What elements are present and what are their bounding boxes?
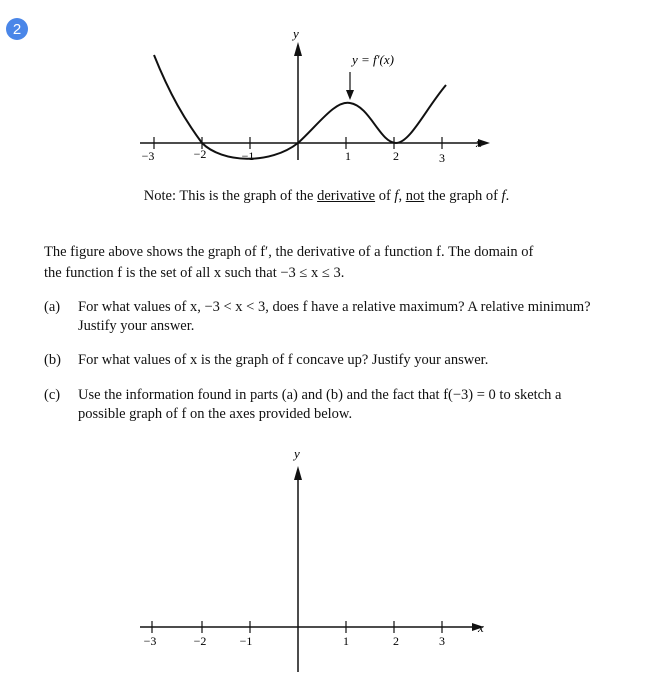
label-pointer-arrow [346, 90, 354, 100]
tick-label: −3 [143, 634, 157, 648]
tick-label: 1 [345, 149, 351, 163]
part-a-label: (a) [44, 299, 61, 315]
y-axis-arrow [294, 42, 302, 56]
y-axis-label: y [294, 446, 300, 461]
tick-label: 2 [393, 149, 399, 163]
part-a-text: For what values of x, −3 < x < 3, does f have a relative maximum? A relative minimum? Justify your answer. [78, 299, 591, 334]
tick-label: −2 [193, 147, 207, 161]
x-axis-label: x [476, 135, 482, 150]
part-c-text: Use the information found in parts (a) and (b) and the fact that f(−3) = 0 to sketch a possible graph of f on the axes provided below. [78, 387, 562, 422]
question-number-badge: 2 [6, 18, 28, 40]
derivative-graph [0, 0, 653, 185]
problem-line-1: The figure above shows the graph of f′, the derivative of a function f. The domain of [44, 244, 534, 260]
tick-label: 2 [393, 634, 399, 648]
tick-label: −1 [241, 149, 255, 163]
part-b-label: (b) [44, 352, 61, 368]
tick-label: 3 [439, 151, 445, 165]
blank-axes-graph [0, 440, 653, 700]
tick-label: 1 [343, 634, 349, 648]
tick-label: −3 [141, 149, 155, 163]
tick-label: −2 [193, 634, 207, 648]
curve-label: y = f′(x) [352, 52, 394, 67]
part-b-text: For what values of x is the graph of f concave up? Justify your answer. [78, 352, 489, 368]
tick-label: 3 [439, 634, 445, 648]
y-axis-arrow [294, 466, 302, 480]
x-axis-label: x [478, 620, 484, 635]
part-c-label: (c) [44, 387, 61, 403]
graph-note: Note: This is the graph of the derivative of f, not the graph of f. [143, 188, 510, 204]
y-axis-label: y [293, 26, 299, 41]
problem-line-2: the function f is the set of all x such that −3 ≤ x ≤ 3. [44, 265, 345, 281]
tick-label: −1 [239, 634, 253, 648]
problem-statement [44, 242, 604, 284]
